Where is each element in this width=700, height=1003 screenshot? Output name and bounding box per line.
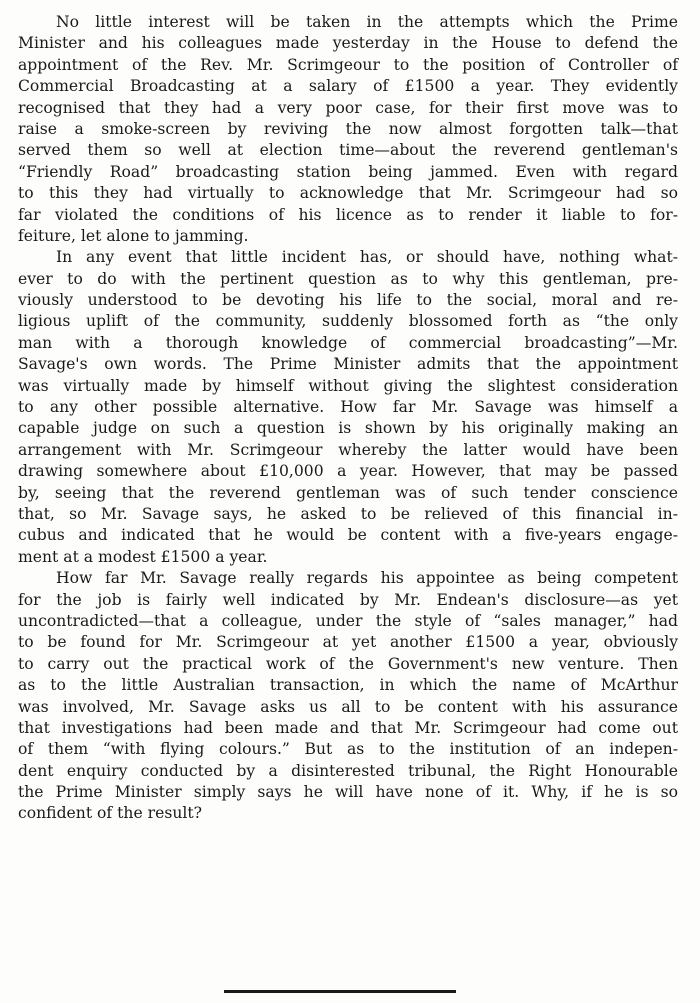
text-line: ever to do with the pertinent question as to why this gentleman, pre- [18,269,678,288]
text-line: Commercial Broadcasting at a salary of £1500 a year. They evidently [18,77,678,96]
text-line: for the job is fairly well indicated by Mr. Endean's disclosure—as yet [18,590,678,609]
text-line: raise a smoke-screen by reviving the now almost forgotten talk—that [18,119,678,138]
text-line: cubus and indicated that he would be content with a five-years engage- [18,526,678,545]
text-line: uncontradicted—that a colleague, under the style of “sales manager,” had [18,611,678,630]
text-line: Savage's own words. The Prime Minister admits that the appointment [18,355,678,374]
text-line: to this they had virtually to acknowledge that Mr. Scrimgeour had so [18,184,678,203]
text-line: capable judge on such a question is shown by his originally making an [18,419,678,438]
paragraph-3 [18,568,678,825]
text-line: by, seeing that the reverend gentleman was of such tender conscience [18,483,678,502]
text-line: arrangement with Mr. Scrimgeour whereby the latter would have been [18,440,678,459]
text-line: was virtually made by himself without giving the slightest consideration [18,376,678,395]
text-line: How far Mr. Savage really regards his appointee as being competent [56,569,678,588]
text-line: ligious uplift of the community, suddenly blossomed forth as “the only [18,312,678,331]
text-line: far violated the conditions of his licence as to render it liable to for- [18,205,678,224]
text-line: dent enquiry conducted by a disinterested tribunal, the Right Honourable [18,761,678,780]
text-line: to any other possible alternative. How far Mr. Savage was himself a [18,398,678,417]
text-line: viously understood to be devoting his life to the social, moral and re- [18,291,678,310]
text-line: “Friendly Road” broadcasting station being jammed. Even with regard [18,162,678,181]
text-line: feiture, let alone to jamming. [18,226,249,245]
text-line: In any event that little incident has, or should have, nothing what- [56,248,678,267]
text-line: appointment of the Rev. Mr. Scrimgeour to the position of Controller of [18,55,678,74]
text-line: drawing somewhere about £10,000 a year. However, that may be passed [18,462,678,481]
section-divider-rule [224,990,456,993]
text-line: confident of the result? [18,804,202,823]
text-line: was involved, Mr. Savage asks us all to be content with his assurance [18,697,678,716]
text-line: as to the little Australian transaction, in which the name of McArthur [18,676,678,695]
paragraph-2 [18,247,678,568]
text-line: served them so well at election time—about the reverend gentleman's [18,141,678,160]
text-line: Minister and his colleagues made yesterday in the House to defend the [18,34,678,53]
text-line: that investigations had been made and that Mr. Scrimgeour had come out [18,718,678,737]
text-line: ment at a modest £1500 a year. [18,547,268,566]
text-line: of them “with flying colours.” But as to the institution of an indepen- [18,740,678,759]
text-line: to be found for Mr. Scrimgeour at yet another £1500 a year, obviously [18,633,678,652]
text-line: to carry out the practical work of the Government's new venture. Then [18,654,678,673]
text-line: man with a thorough knowledge of commercial broadcasting”—Mr. [18,333,678,352]
text-line: No little interest will be taken in the attempts which the Prime [56,13,678,31]
text-line: that, so Mr. Savage says, he asked to be relieved of this financial in- [18,504,678,523]
article-column [18,12,678,825]
paragraph-1 [18,12,678,247]
text-line: recognised that they had a very poor case, for their first move was to [18,98,678,117]
text-line: the Prime Minister simply says he will have none of it. Why, if he is so [18,783,678,802]
